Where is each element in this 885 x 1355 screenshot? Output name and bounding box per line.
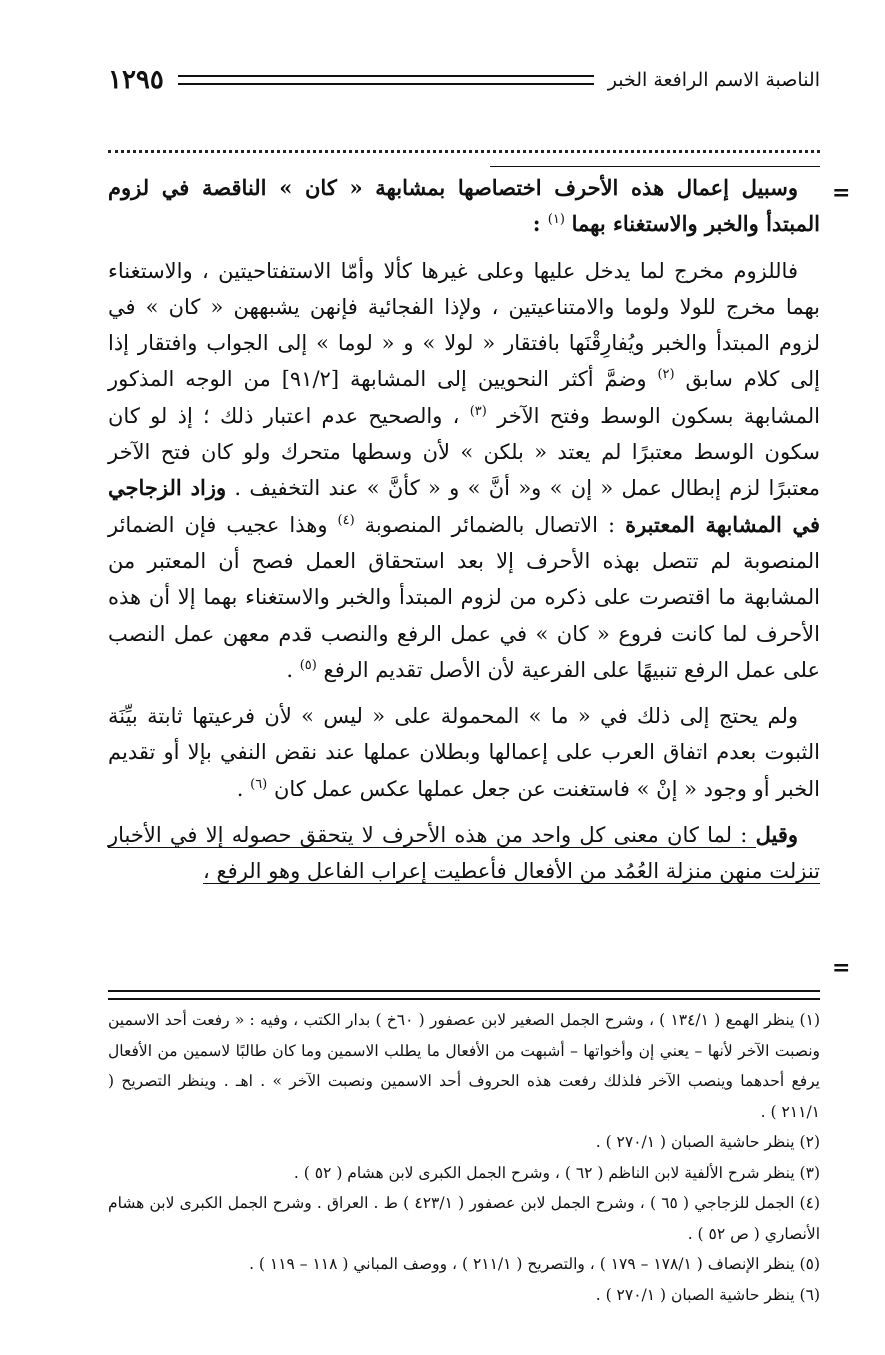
running-header — [108, 62, 820, 98]
section-heading — [108, 170, 820, 243]
footnote-1: (١) ينظر الهمع ( ١٣٤/١ ) ، وشرح الجمل الصغير لابن عصفور ( ٦٠خ ) بدار الكتب ، وفيه : « رفعت أحد الاسمين ونصبت الآخر لأنها – يعني إن وأخواتها – أشبهت من الأفعال ما يطلب الاسمين وما كان طالبًا لاسمين من الأفعال يرفع أحدهما وينصب الآخر فلذلك رفعت هذه الحروف أحد الاسمين ونصبت الآخر » . اهـ . وينظر التصريح ( ٢١١/١ ) . — [108, 1011, 820, 1121]
paragraph-end: . — [236, 776, 251, 801]
heading-colon: : — [532, 211, 548, 237]
footnote-rule — [108, 990, 820, 1000]
heading-text: وسبيل إعمال هذه الأحرف اختصاصها بمشابهة « كان » الناقصة في لزوم المبتدأ والخبر والاستغناء بهما — [108, 175, 820, 237]
footnote-ref: (٤) — [337, 512, 355, 528]
footnote-ref: (٢) — [657, 367, 675, 383]
paragraph-text: ولم يحتج إلى ذلك في « ما » المحمولة على « ليس » لأن فرعيتها ثابتة بيِّنَة الثبوت بعدم اتفاق العرب على إعمالها وبطلان عملها عند نقض النفي بإلا أو تقديم الخبر أو وجود « إنْ » فاستغنت عن جعل عملها عكس عمل كان — [108, 704, 820, 801]
section-rule — [490, 166, 820, 167]
footnote-ref: (١) — [547, 212, 565, 228]
footnote-5: (٥) ينظر الإنصاف ( ١٧٨/١ – ١٧٩ ) ، والتصريح ( ٢١١/١ ) ، ووصف المباني ( ١١٨ – ١١٩ ) . — [249, 1255, 820, 1273]
header-rule — [178, 75, 594, 85]
paragraph-end: . — [286, 657, 300, 682]
paragraph-text: : الاتصال بالضمائر المنصوبة — [364, 512, 626, 537]
footnote-ref: (٣) — [469, 403, 487, 419]
footnote-3: (٣) ينظر شرح الألفية لابن الناظم ( ٦٢ ) ، وشرح الجمل الكبرى لابن هشام ( ٥٢ ) . — [293, 1163, 820, 1182]
paragraph-text: وهذا عجيب فإن الضمائر المنصوبة لم تتصل بهذه الأحرف إلا بعد استحقاق العمل فصح أن المعتبر من المشابهة ما اقتصرت على ذكره من لزوم المبتدأ والخبر والاستغناء بهما إلا أن هذه الأحرف لما كانت فروع « كان » في عمل الرفع والنصب قدم معهن عمل النصب على عمل الرفع تنبيهًا على الفرعية لأن الأصل تقديم الرفع — [108, 512, 820, 682]
page-number: ١٢٩٥ — [108, 65, 164, 95]
footnotes — [108, 1005, 820, 1310]
paragraph-2 — [108, 698, 820, 807]
paragraph-text: وضمَّ أكثر النحويين إلى المشابهة [٩١/٢] من الوجه المذكور المشابهة بسكون الوسط وفتح الآخر — [108, 367, 821, 428]
main-text — [108, 170, 820, 900]
continuation-mark-bottom: = — [832, 955, 851, 981]
footnote-6: (٦) ينظر حاشية الصبان ( ٢٧٠/١ ) . — [595, 1285, 820, 1304]
footnote-ref: (٥) — [299, 657, 317, 673]
paragraph-text: : لما كان معنى كل واحد من هذه الأحرف لا يتحقق حصوله إلا في الأخبار تنزلت منهن منزلة العُمُد من الأفعال فأعطيت إعراب الفاعل وهو الرفع ، — [108, 823, 820, 884]
paragraph-3 — [108, 817, 820, 890]
bold-phrase: وزاد الزجاجي في المشابهة المعتبرة — [108, 475, 820, 537]
paragraph-1 — [108, 253, 820, 689]
paragraph-text: فاللزوم مخرج لما يدخل عليها وعلى غيرها كألا وأمّا الاستفتاحيتين ، والاستغناء بهما مخرج للولا ولوما والامتناعيتين ، ولإذا الفجائية فإنهن يشبههن « كان » في لزوم المبتدأ والخبر ويُفارِقْنَها بافتقار « لولا » و « لوما » إلى الجواب وافتقار إذا إلى كلام سابق — [108, 258, 820, 392]
bold-phrase: وقيل — [755, 822, 798, 848]
paragraph-text: ، والصحيح عدم اعتبار ذلك ؛ إذ لو كان سكون الوسط معتبرًا لم يعتد « بلكن » لأن وسطها متحرك ولو كان فتح الآخر معتبرًا لزم إبطال عمل « إن » و« أنَّ » و « كأنَّ » عند التخفيف . — [108, 403, 821, 501]
footnote-4: (٤) الجمل للزجاجي ( ٦٥ ) ، وشرح الجمل لابن عصفور ( ٤٢٣/١ ) ط . العراق . وشرح الجمل الكبرى لابن هشام الأنصاري ( ص ٥٢ ) . — [108, 1194, 821, 1243]
dotted-separator — [108, 140, 820, 153]
footnote-ref: (٦) — [250, 776, 268, 792]
header-title: الناصبة الاسم الرافعة الخبر — [607, 69, 820, 91]
footnote-2: (٢) ينظر حاشية الصبان ( ٢٧٠/١ ) . — [595, 1133, 820, 1151]
continuation-mark-top: = — [832, 180, 851, 206]
